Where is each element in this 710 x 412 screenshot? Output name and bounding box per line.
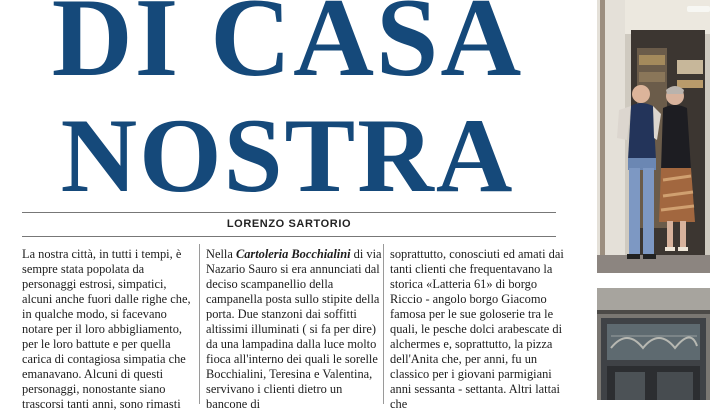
column-divider (199, 244, 200, 404)
column-2-text: di via Nazario Sauro si era annunciati dal deciso scampanellio della campanella posta sullo stipite della porta. Due stanzoni dai soffitti altissimi illuminati ( si fa per dire) da una lampadina dalla luce molto fioca all'interno dei quali le sorelle Bocchialini, Teresina e Valentina, servivano i clienti dietro un bancone di (206, 247, 382, 411)
byline-rule-top (22, 212, 556, 213)
column-2-intro: Nella (206, 247, 236, 261)
elderly-couple-at-shop-door-photo (597, 0, 710, 273)
article-column-2 (206, 247, 382, 411)
headline-line-1: DI CASA (51, 0, 524, 100)
byline-rule-bottom (22, 236, 556, 237)
headline-line-2: NOSTRA (60, 97, 515, 214)
article-column-3 (390, 247, 566, 411)
shop-name: Cartoleria Bocchialini (235, 247, 351, 261)
old-shop-window-photo (597, 288, 710, 400)
article-column-1 (22, 247, 198, 411)
byline: LORENZO SARTORIO (226, 218, 352, 230)
column-1-text: La nostra città, in tutti i tempi, è sempre stata popolata da personaggi estrosi, simpatici, alcuni anche fuori dalle righe che, in qualche modo, si facevano notare per il loro abbigliamento, per le loro battute e per quella carica di contagiosa simpatia che emanavano. Alcuni di questi personaggi, nonostante siano trascorsi tanti anni, sono rimasti (22, 247, 191, 411)
column-divider (383, 244, 384, 404)
column-3-text: soprattutto, conosciuti ed amati dai tanti clienti che frequentavano la storica «Latteria 61» di borgo Riccio - angolo borgo Giacomo famosa per le sue goloserie tra le quali, le pesche dolci arabescate di alchermes e, soprattutto, la pizza dell'Anita che, per anni, fu un classico per i giovani parmigiani anni sessanta - settanta. Altri lattai che (390, 247, 564, 411)
